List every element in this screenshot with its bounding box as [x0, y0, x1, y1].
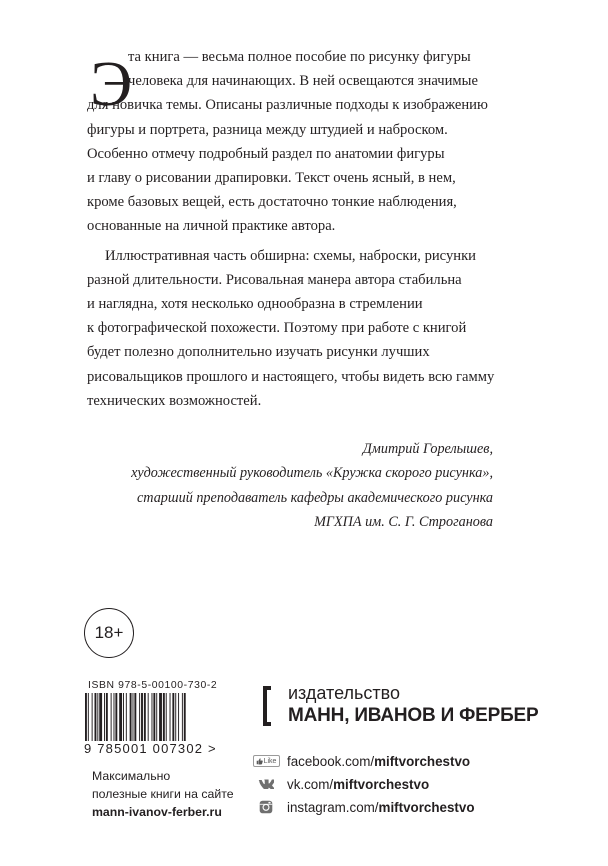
barcode-bar [115, 693, 117, 743]
text-line: фигуры и портрета, разница между штудией и наброском. [87, 121, 448, 138]
text-line: будет полезно дополнительно изучать рисунки лучших [87, 344, 430, 361]
instagram-handle: miftvorchestvo [378, 799, 475, 815]
facebook-like-icon: Like [253, 755, 280, 767]
barcode-bar [119, 693, 122, 743]
barcode-bar [130, 693, 132, 743]
barcode-bar [141, 693, 143, 743]
barcode-bar [114, 693, 115, 743]
text-line: та книга — весьма полное пособие по рисунку фигуры [128, 49, 471, 65]
barcode-bar [133, 693, 134, 743]
barcode-bar [95, 693, 97, 743]
text-line: Иллюстративная часть обширна: схемы, наброски, рисунки [105, 247, 476, 264]
isbn-label: ISBN 978-5-00100-730-2 [88, 680, 218, 691]
website-link[interactable]: mann-ivanov-ferber.ru [92, 805, 222, 820]
text-line: к фотографической похожести. Поэтому при работе с книгой [87, 320, 467, 337]
barcode-digits: 9 785001 007302 > [84, 741, 249, 756]
signature-affiliation: МГХПА им. С. Г. Строганова [314, 514, 493, 531]
barcode-bar [106, 693, 108, 743]
note-line: Максимально [92, 769, 171, 783]
barcode-bar [152, 693, 153, 743]
barcode-bar [178, 693, 179, 743]
text-line: кроме базовых вещей, есть достаточно тонкие наблюдения, [87, 194, 457, 211]
barcode-bar [175, 693, 176, 743]
barcode-bar [111, 693, 112, 743]
barcode-bar [97, 693, 98, 743]
text-line: разной длительности. Рисовальная манера автора стабильна [87, 271, 462, 288]
review-text [87, 45, 547, 413]
drop-cap: Э [90, 48, 133, 119]
text-line: и наглядна, хотя несколько однообразна в стремлении [87, 296, 423, 313]
vk-icon [258, 779, 274, 789]
age-rating-label: 18+ [94, 623, 124, 642]
signature-name: Дмитрий Горелышев, [362, 441, 493, 457]
instagram-icon [259, 800, 273, 814]
barcode-bar [156, 693, 157, 743]
text-line: технических возможностей. [87, 392, 262, 409]
instagram-url-prefix: instagram.com/ [287, 799, 379, 815]
barcode-bar [104, 693, 105, 743]
barcode-bar [170, 693, 171, 743]
publisher-label: издательство [288, 683, 400, 703]
author-signature [131, 437, 493, 535]
text-line: человека для начинающих. В ней освещаются значимые [128, 73, 478, 90]
barcode-bar [126, 693, 127, 743]
vk-url-prefix: vk.com/ [287, 776, 334, 792]
barcode-bar [92, 693, 93, 743]
vk-link[interactable] [252, 775, 429, 793]
barcode-bar [163, 693, 165, 743]
barcode-bar [166, 693, 167, 743]
website-note [92, 767, 234, 822]
bracket-icon [263, 686, 271, 726]
text-line: основанные на личной практике автора. [87, 218, 336, 235]
text-line: и главу о рисовании драпировки. Текст очень ясный, в нем, [87, 170, 456, 187]
barcode-bar [144, 693, 146, 743]
facebook-link[interactable] [252, 752, 470, 770]
text-line: для новичка темы. Описаны различные подходы к изображению [87, 97, 488, 114]
barcode-bar [148, 693, 149, 743]
signature-title: старший преподаватель кафедры академического рисунка [136, 489, 493, 506]
age-rating-badge [84, 608, 134, 658]
barcode-bar [99, 693, 102, 743]
facebook-handle: miftvorchestvo [374, 753, 471, 769]
barcode-bar [153, 693, 155, 743]
barcode-bar [123, 693, 124, 743]
instagram-link[interactable] [252, 798, 475, 816]
signature-title: художественный руководитель «Кружка скорого рисунка», [131, 465, 493, 482]
publisher-name: МАНН, ИВАНОВ И ФЕРБЕР [288, 705, 539, 726]
barcode-bar [172, 693, 174, 743]
vk-handle: miftvorchestvo [333, 776, 430, 792]
note-line: полезные книги на сайте [92, 787, 234, 802]
facebook-url-prefix: facebook.com/ [287, 753, 375, 769]
text-line: рисовальщиков прошлого и настоящего, чтобы видеть всю гамму [87, 368, 495, 385]
text-line: Особенно отмечу подробный раздел по анатомии фигуры [87, 145, 445, 162]
paragraph-2 [87, 244, 547, 413]
barcode-bar [159, 693, 162, 743]
